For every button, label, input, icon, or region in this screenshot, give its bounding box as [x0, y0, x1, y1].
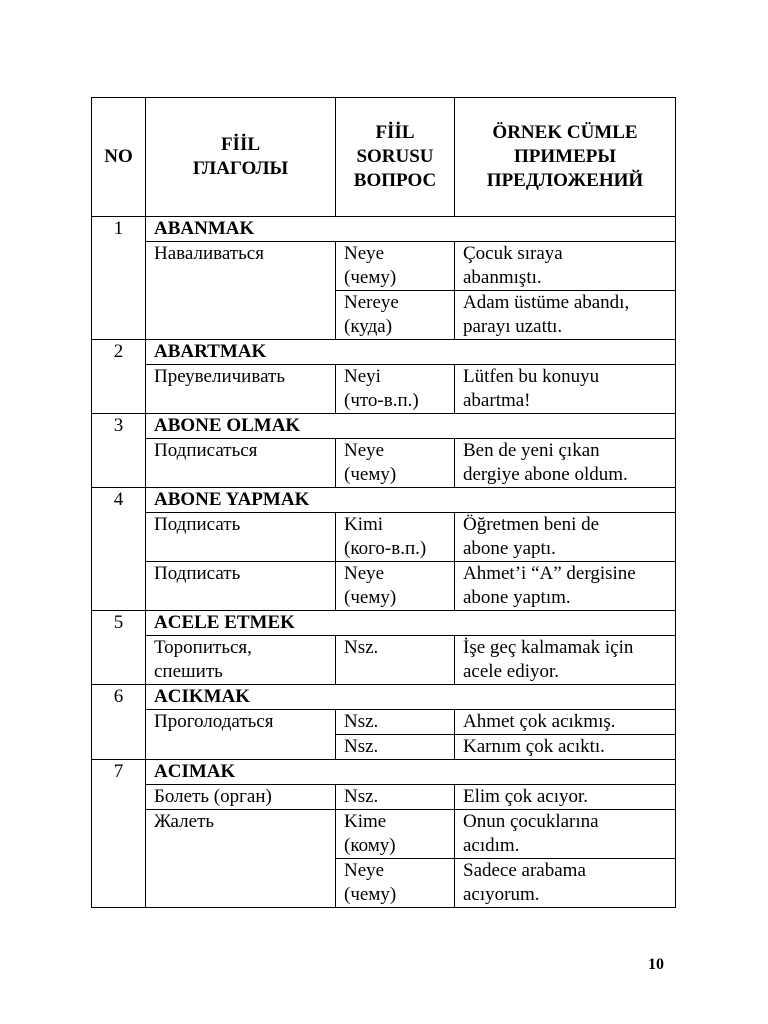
question-cell: Kimi (кого-в.п.) — [336, 513, 455, 562]
question-cell: Nsz. — [336, 710, 455, 735]
question-cell: Nsz. — [336, 636, 455, 685]
example-cell: Lütfen bu konuyu abartma! — [455, 365, 676, 414]
verb-table — [91, 97, 676, 908]
example-cell: İşe geç kalmamak için acele ediyor. — [455, 636, 676, 685]
verb-number: 2 — [92, 340, 146, 414]
example-cell: Karnım çok acıktı. — [455, 735, 676, 760]
verb-row — [92, 217, 676, 242]
example-cell: Elim çok acıyor. — [455, 785, 676, 810]
table-row — [92, 810, 676, 859]
header-fiil: FİİL ГЛАГОЛЫ — [146, 98, 336, 217]
example-cell: Ben de yeni çıkan dergiye abone oldum. — [455, 439, 676, 488]
table-row — [92, 513, 676, 562]
question-cell: Neye (чему) — [336, 242, 455, 291]
question-cell: Kime (кому) — [336, 810, 455, 859]
header-no: NO — [92, 98, 146, 217]
verb-title: ACELE ETMEK — [146, 611, 676, 636]
verb-row — [92, 340, 676, 365]
header-sorusu: FİİL SORUSU ВОПРОС — [336, 98, 455, 217]
verb-row — [92, 488, 676, 513]
example-cell: Adam üstüme abandı, parayı uzattı. — [455, 291, 676, 340]
table-row — [92, 439, 676, 488]
example-cell: Öğretmen beni de abone yaptı. — [455, 513, 676, 562]
header-ornek: ÖRNEK CÜMLE ПРИМЕРЫ ПРЕДЛОЖЕНИЙ — [455, 98, 676, 217]
meaning-cell: Болеть (орган) — [146, 785, 336, 810]
verb-title: ABARTMAK — [146, 340, 676, 365]
question-cell: Neye (чему) — [336, 859, 455, 908]
verb-title: ACIKMAK — [146, 685, 676, 710]
meaning-cell: Подписать — [146, 562, 336, 611]
verb-row — [92, 685, 676, 710]
example-cell: Ahmet’i “A” dergisine abone yaptım. — [455, 562, 676, 611]
meaning-cell: Проголодаться — [146, 710, 336, 760]
meaning-cell: Торопиться, спешить — [146, 636, 336, 685]
table-row — [92, 242, 676, 291]
verb-number: 3 — [92, 414, 146, 488]
page-number: 10 — [648, 956, 664, 973]
verb-number: 1 — [92, 217, 146, 340]
verb-title: ACIMAK — [146, 760, 676, 785]
table-row — [92, 785, 676, 810]
example-cell: Onun çocuklarına acıdım. — [455, 810, 676, 859]
meaning-cell: Наваливаться — [146, 242, 336, 340]
meaning-cell: Жалеть — [146, 810, 336, 908]
verb-row — [92, 760, 676, 785]
verb-title: ABANMAK — [146, 217, 676, 242]
meaning-cell: Подписаться — [146, 439, 336, 488]
question-cell: Nsz. — [336, 735, 455, 760]
question-cell: Neyi (что-в.п.) — [336, 365, 455, 414]
verb-number: 5 — [92, 611, 146, 685]
table-row — [92, 636, 676, 685]
table-row — [92, 562, 676, 611]
verb-number: 6 — [92, 685, 146, 760]
question-cell: Nsz. — [336, 785, 455, 810]
question-cell: Neye (чему) — [336, 562, 455, 611]
verb-number: 7 — [92, 760, 146, 908]
meaning-cell: Преувеличивать — [146, 365, 336, 414]
verb-row — [92, 611, 676, 636]
header-row — [92, 98, 676, 217]
example-cell: Çocuk sıraya abanmıştı. — [455, 242, 676, 291]
verb-title: ABONE YAPMAK — [146, 488, 676, 513]
example-cell: Sadece arabama acıyorum. — [455, 859, 676, 908]
verb-row — [92, 414, 676, 439]
verb-title: ABONE OLMAK — [146, 414, 676, 439]
table-row — [92, 365, 676, 414]
question-cell: Nereye (куда) — [336, 291, 455, 340]
question-cell: Neye (чему) — [336, 439, 455, 488]
verb-number: 4 — [92, 488, 146, 611]
table-row — [92, 710, 676, 735]
example-cell: Ahmet çok acıkmış. — [455, 710, 676, 735]
meaning-cell: Подписать — [146, 513, 336, 562]
